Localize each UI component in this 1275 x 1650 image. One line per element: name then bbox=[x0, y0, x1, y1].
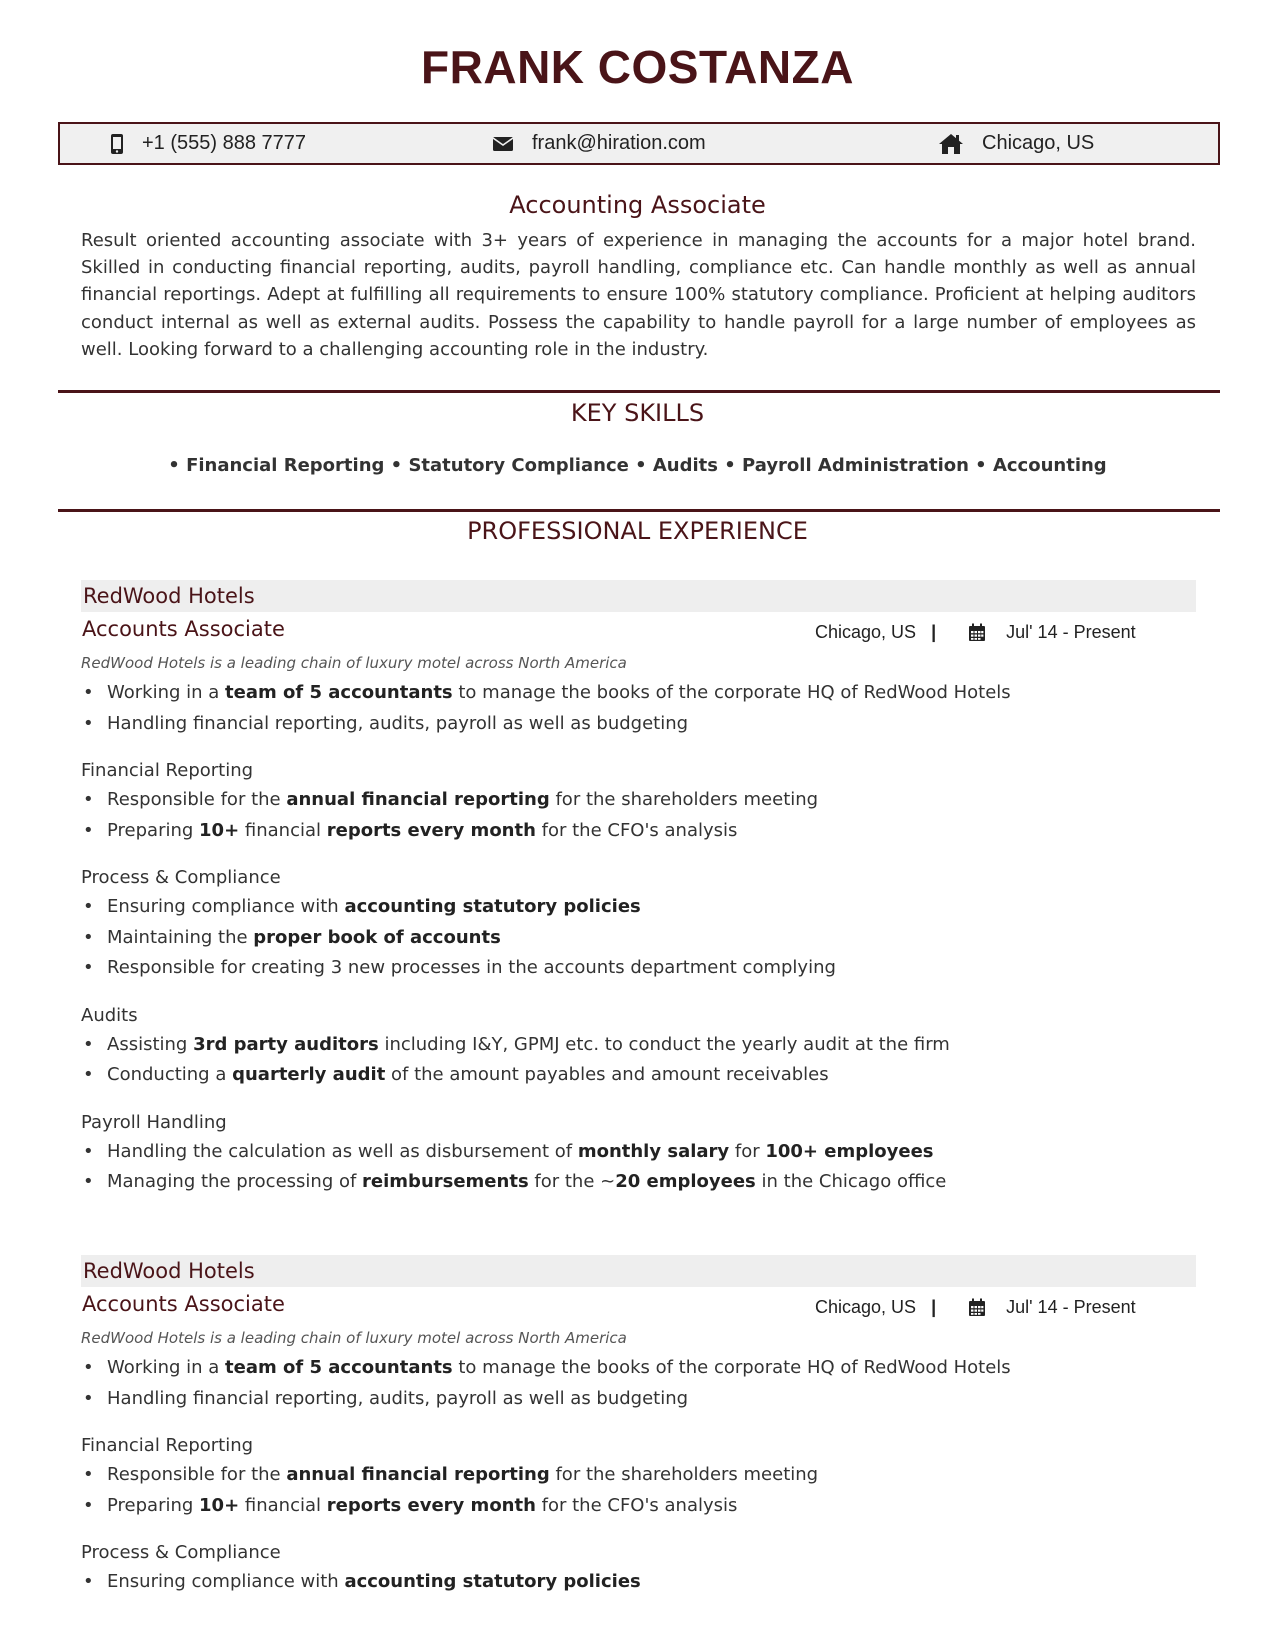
company-description: RedWood Hotels is a leading chain of luxury motel across North America bbox=[81, 1329, 627, 1347]
company-description: RedWood Hotels is a leading chain of luxury motel across North America bbox=[81, 654, 627, 672]
meta-separator: | bbox=[931, 1297, 937, 1317]
bullet-emphasis: reimbursements bbox=[362, 1171, 529, 1192]
job-entry bbox=[81, 1255, 1196, 1598]
bullet-emphasis: 100+ employees bbox=[765, 1140, 934, 1162]
bullet-item: • Working in a team of 5 accountants to manage the books of the corporate HQ of RedWood Hotels bbox=[81, 1353, 1196, 1384]
bullet-list bbox=[81, 1567, 1196, 1598]
company-name: RedWood Hotels bbox=[81, 580, 1196, 612]
candidate-name: FRANK COSTANZA bbox=[421, 41, 854, 93]
summary-paragraph: Result oriented accounting associate with 3+ years of experience in managing the accounts for a major hotel brand. Skilled in conducting financial reporting, audits, payroll handling, compliance etc. Can handle monthly as well as annual financial reportings. Adept at fulfilling all requirements to ensure 100% statutory compliance. Proficient at helping auditors conduct internal as well as external audits. Possess the capability to handle payroll for a large number of employees as well. Looking forward to a challenging accounting role in the industry. bbox=[81, 230, 1196, 360]
bullet-item: • Assisting 3rd party auditors including I&Y, GPMJ etc. to conduct the yearly audit at the firm bbox=[81, 1030, 1196, 1061]
contact-bar bbox=[58, 122, 1220, 165]
bullet-list bbox=[81, 892, 1196, 984]
contact-phone bbox=[110, 124, 306, 163]
responsibility-heading: Financial Reporting bbox=[81, 760, 254, 781]
responsibility-heading: Payroll Handling bbox=[81, 1111, 227, 1133]
skills-heading: KEY SKILLS bbox=[570, 399, 705, 427]
contact-location bbox=[938, 124, 1094, 163]
bullet-emphasis: 10+ bbox=[199, 819, 240, 841]
responsibility-heading: Financial Reporting bbox=[81, 1435, 254, 1456]
home-icon bbox=[938, 133, 964, 155]
bullet-item: • Handling financial reporting, audits, payroll as well as budgeting bbox=[81, 709, 1196, 740]
job-meta bbox=[815, 1297, 1136, 1318]
bullet-list bbox=[81, 1030, 1196, 1091]
job-title: Accounting Associate bbox=[509, 191, 766, 219]
experience-heading: PROFESSIONAL EXPERIENCE bbox=[467, 517, 808, 545]
bullet-item: • Ensuring compliance with accounting statutory policies bbox=[81, 892, 1196, 923]
email-text: frank@hiration.com bbox=[532, 132, 706, 154]
bullet-item: • Ensuring compliance with accounting statutory policies bbox=[81, 1567, 1196, 1598]
bullet-emphasis: accounting statutory policies bbox=[344, 896, 641, 917]
bullet-list bbox=[81, 785, 1196, 846]
bullet-item: • Responsible for the annual financial reporting for the shareholders meeting bbox=[81, 1460, 1196, 1491]
bullet-emphasis: annual financial reporting bbox=[286, 1464, 550, 1485]
location-text: Chicago, US bbox=[982, 132, 1095, 154]
bullet-item: • Working in a team of 5 accountants to manage the books of the corporate HQ of RedWood Hotels bbox=[81, 678, 1196, 709]
job-dates: Jul' 14 - Present bbox=[1006, 1297, 1136, 1317]
section-divider bbox=[58, 509, 1220, 512]
role-row bbox=[81, 1287, 1196, 1325]
role-row bbox=[81, 612, 1196, 650]
phone-text: +1 (555) 888 7777 bbox=[142, 132, 307, 154]
section-divider bbox=[58, 390, 1220, 393]
company-name: RedWood Hotels bbox=[81, 1255, 1196, 1287]
job-meta bbox=[815, 622, 1136, 643]
job-location: Chicago, US bbox=[815, 1297, 917, 1317]
bullet-emphasis: team of 5 accountants bbox=[225, 682, 453, 703]
responsibility-heading: Audits bbox=[81, 1004, 138, 1026]
mobile-phone-icon bbox=[110, 133, 124, 155]
bullet-item: • Maintaining the proper book of accounts bbox=[81, 923, 1196, 954]
bullet-list bbox=[81, 1353, 1196, 1414]
bullet-item: • Handling financial reporting, audits, payroll as well as budgeting bbox=[81, 1384, 1196, 1415]
bullet-item: • Preparing 10+ financial reports every month for the CFO's analysis bbox=[81, 1491, 1196, 1522]
bullet-emphasis: reports every month bbox=[326, 819, 536, 841]
contact-email bbox=[492, 124, 706, 163]
bullet-item: • Preparing 10+ financial reports every month for the CFO's analysis bbox=[81, 816, 1196, 847]
responsibility-heading: Process & Compliance bbox=[81, 1542, 281, 1563]
bullet-item: • Managing the processing of reimbursements for the ~20 employees in the Chicago office bbox=[81, 1167, 1196, 1198]
bullet-emphasis: annual financial reporting bbox=[286, 789, 550, 810]
bullet-emphasis: accounting statutory policies bbox=[344, 1571, 641, 1592]
bullet-list bbox=[81, 678, 1196, 739]
bullet-emphasis: 3rd party auditors bbox=[193, 1033, 379, 1055]
bullet-emphasis: 10+ bbox=[199, 1494, 240, 1516]
role-title: Accounts Associate bbox=[82, 617, 285, 641]
role-title: Accounts Associate bbox=[82, 1292, 285, 1316]
envelope-icon bbox=[492, 136, 514, 152]
bullet-item: • Responsible for creating 3 new processes in the accounts department complying bbox=[81, 953, 1196, 984]
responsibility-heading: Process & Compliance bbox=[81, 867, 281, 888]
meta-separator: | bbox=[931, 622, 937, 642]
bullet-list bbox=[81, 1460, 1196, 1521]
job-entry bbox=[81, 580, 1196, 1198]
job-location: Chicago, US bbox=[815, 622, 917, 642]
bullet-item: • Responsible for the annual financial reporting for the shareholders meeting bbox=[81, 785, 1196, 816]
skills-list: • Financial Reporting • Statutory Compliance • Audits • Payroll Administration • Accounting bbox=[168, 455, 1107, 476]
bullet-emphasis: proper book of accounts bbox=[253, 926, 501, 948]
bullet-list bbox=[81, 1137, 1196, 1198]
calendar-icon bbox=[968, 1298, 986, 1317]
bullet-item: • Handling the calculation as well as disbursement of monthly salary for 100+ employees bbox=[81, 1137, 1196, 1168]
bullet-emphasis: 20 employees bbox=[615, 1171, 756, 1192]
job-dates: Jul' 14 - Present bbox=[1006, 622, 1136, 642]
calendar-icon bbox=[968, 623, 986, 642]
bullet-item: • Conducting a quarterly audit of the amount payables and amount receivables bbox=[81, 1060, 1196, 1091]
bullet-emphasis: monthly salary bbox=[577, 1140, 730, 1162]
bullet-emphasis: reports every month bbox=[326, 1494, 536, 1516]
bullet-emphasis: quarterly audit bbox=[232, 1064, 386, 1085]
bullet-emphasis: team of 5 accountants bbox=[225, 1357, 453, 1378]
